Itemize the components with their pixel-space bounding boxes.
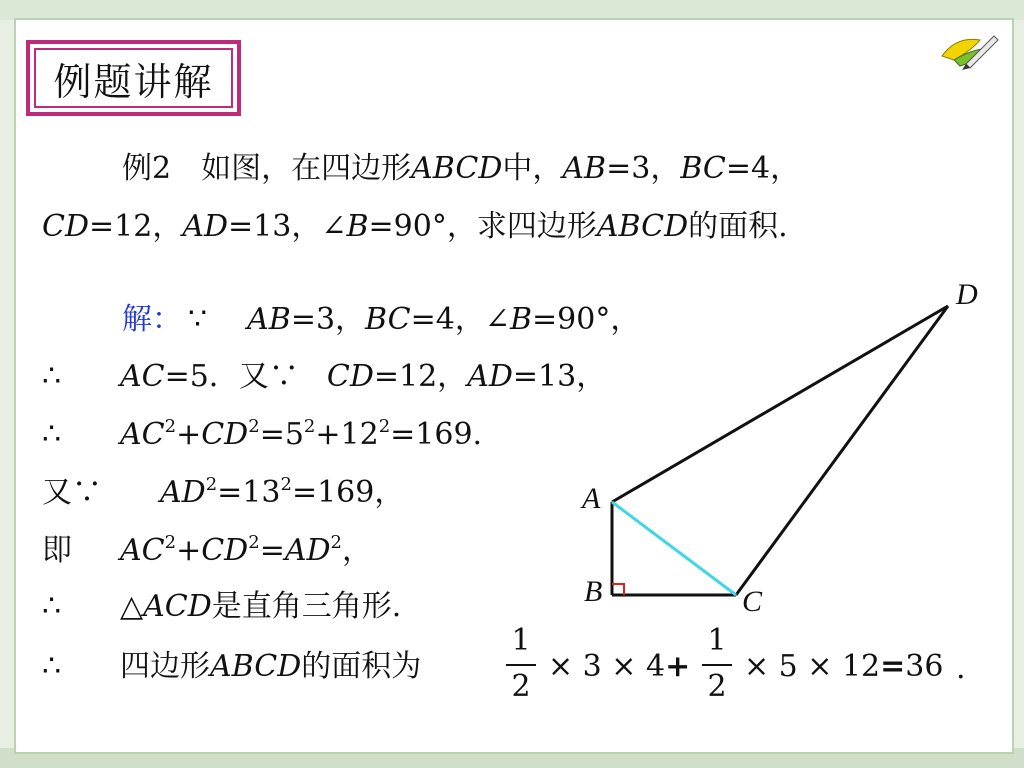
text: ，: [342, 533, 372, 568]
var-ab: AB: [562, 151, 607, 186]
because-symbol: ∵: [188, 302, 208, 337]
text: =: [259, 533, 285, 568]
text: 是直角三角形.: [211, 589, 402, 624]
text: =3，: [290, 302, 366, 337]
var-acd: ACD: [143, 589, 212, 624]
exponent: 2: [248, 416, 260, 437]
section-title: 例题讲解: [34, 48, 233, 108]
problem-intro: 例2 如图，在四边形: [122, 151, 412, 186]
therefore-symbol: ∴: [42, 649, 62, 684]
segment-ac: [612, 502, 736, 595]
exponent: 2: [330, 532, 342, 553]
var-ac: AC: [120, 417, 165, 452]
vertex-label-c: C: [742, 585, 763, 618]
text: =13，∠: [228, 209, 347, 244]
exponent: 2: [378, 416, 391, 437]
text: 的面积为: [301, 649, 422, 684]
end-period: .: [956, 651, 966, 686]
result-value: 36: [905, 649, 944, 684]
therefore-symbol: ∴: [42, 417, 62, 452]
text: =4，∠: [410, 302, 510, 337]
vertex-label-b: B: [584, 575, 603, 608]
var-bc: BC: [680, 151, 726, 186]
var-cd: CD: [201, 533, 249, 568]
text: =90°，求四边形: [368, 209, 597, 244]
var-ab: AB: [247, 302, 291, 337]
text: =5．又∵: [164, 359, 299, 394]
var-ac: AC: [120, 533, 165, 568]
fraction-numerator: 1: [707, 623, 727, 658]
text: =13，: [512, 359, 607, 394]
exponent: 2: [205, 474, 218, 495]
text: =12，: [89, 209, 183, 244]
text: +: [176, 533, 202, 568]
segment-cd: [736, 306, 948, 595]
exponent: 2: [164, 532, 177, 553]
fraction-denominator: 2: [707, 669, 727, 704]
var-b: B: [509, 302, 533, 337]
exponent: 2: [303, 416, 316, 437]
fraction-denominator: 2: [511, 669, 531, 704]
solution-label: 解：: [122, 302, 182, 337]
again-because: 又∵: [42, 475, 102, 510]
plus-sign: +: [665, 649, 691, 684]
text: +: [176, 417, 202, 452]
var-bc: BC: [365, 302, 411, 337]
text: 中，: [502, 151, 563, 186]
text: =13: [217, 475, 281, 510]
quad-name: ABCD: [210, 649, 302, 684]
text: 四边形: [120, 649, 210, 684]
right-angle-mark: [612, 584, 624, 595]
text: =169.: [390, 417, 483, 452]
therefore-symbol: ∴: [42, 359, 62, 394]
text: =4，: [725, 151, 801, 186]
var-ad: AD: [182, 209, 229, 244]
var-ad: AD: [467, 359, 513, 394]
vertex-label-a: A: [582, 482, 601, 515]
var-ad: AD: [284, 533, 331, 568]
exponent: 2: [280, 474, 292, 495]
text: × 3 × 4: [548, 649, 666, 684]
exponent: 2: [248, 532, 260, 553]
fraction-numerator: 1: [511, 623, 531, 658]
var-ad: AD: [160, 475, 206, 510]
var-b: B: [346, 209, 369, 244]
vertex-label-d: D: [956, 278, 978, 311]
exponent: 2: [164, 416, 177, 437]
var-cd: CD: [201, 417, 249, 452]
text: +12: [315, 417, 379, 452]
segment-ad: [612, 306, 948, 502]
var-cd: CD: [326, 359, 374, 394]
text: =3，: [606, 151, 681, 186]
var-cd: CD: [42, 209, 90, 244]
quad-name: ABCD: [411, 151, 503, 186]
text: =90°，: [532, 302, 641, 337]
text: × 5 × 12: [744, 649, 881, 684]
var-ac: AC: [120, 359, 165, 394]
ie-label: 即: [42, 533, 72, 568]
text: =12，: [373, 359, 468, 394]
text: =5: [259, 417, 304, 452]
text: 的面积.: [688, 209, 788, 244]
quad-name: ABCD: [596, 209, 689, 244]
triangle-symbol: △: [120, 589, 144, 624]
text: =169，: [291, 475, 405, 510]
equals-sign: =: [880, 649, 906, 684]
therefore-symbol: ∴: [42, 589, 62, 624]
